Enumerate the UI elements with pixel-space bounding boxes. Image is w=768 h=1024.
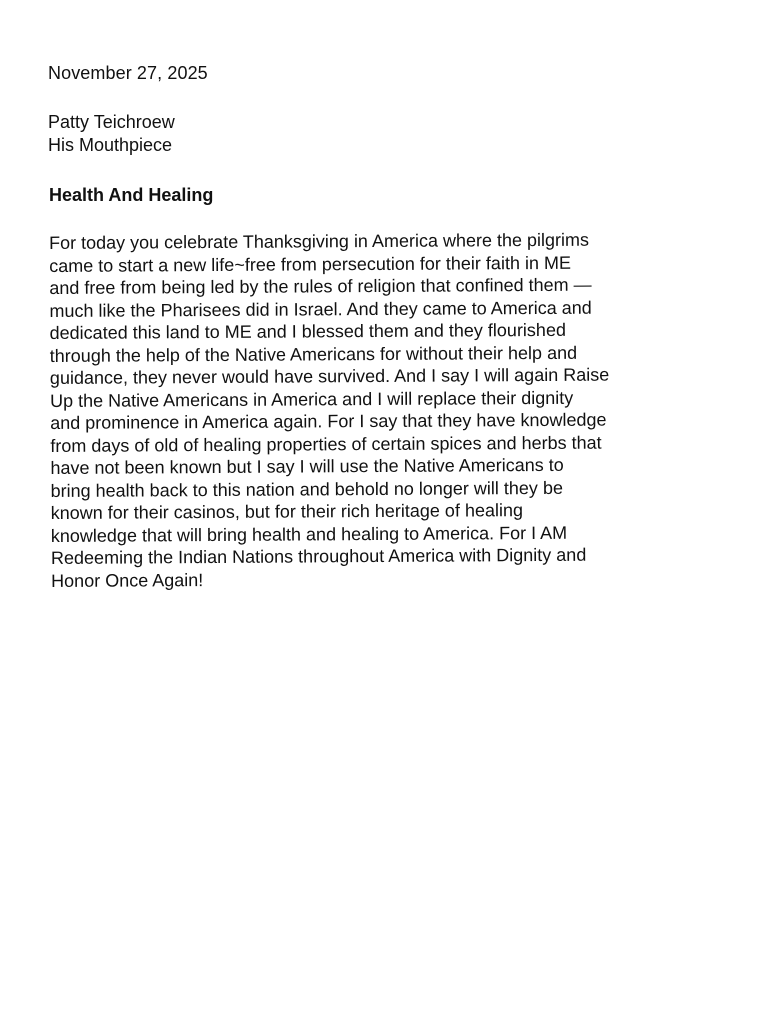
letter-title: Health And Healing bbox=[49, 185, 214, 205]
body-line: For today you celebrate Thanksgiving in America where the pilgrims bbox=[49, 229, 590, 253]
body-line: through the help of the Native Americans for without their help and bbox=[49, 342, 578, 366]
body-line: from days of old of healing properties of certain spices and herbs that bbox=[50, 432, 602, 456]
author-role: His Mouthpiece bbox=[48, 135, 173, 155]
body-line: and prominence in America again. For I say that they have knowledge bbox=[50, 409, 607, 433]
body-line: bring health back to this nation and behold no longer will they be bbox=[50, 477, 563, 501]
body-line: guidance, they never would have survived. And I say I will again Raise bbox=[49, 364, 610, 388]
author-block bbox=[48, 111, 175, 157]
body-line: Honor Once Again! bbox=[51, 569, 204, 591]
body-line: knowledge that will bring health and healing to America. For I AM bbox=[50, 522, 568, 546]
body-line: dedicated this land to ME and I blessed them and they flourished bbox=[49, 319, 566, 343]
letter-body bbox=[49, 228, 751, 592]
author-name: Patty Teichroew bbox=[48, 112, 175, 132]
letter-date: November 27, 2025 bbox=[48, 63, 208, 83]
body-line: came to start a new life~free from persecution for their faith in ME bbox=[49, 252, 571, 276]
body-line: much like the Pharisees did in Israel. And they came to America and bbox=[49, 297, 592, 321]
body-line: Redeeming the Indian Nations throughout America with Dignity and bbox=[50, 544, 587, 568]
body-line: have not been known but I say I will use the Native Americans to bbox=[50, 454, 564, 478]
body-line: Up the Native Americans in America and I will replace their dignity bbox=[49, 387, 574, 411]
body-line: known for their casinos, but for their rich heritage of healing bbox=[50, 500, 524, 523]
body-line: and free from being led by the rules of religion that confined them — bbox=[49, 274, 592, 298]
